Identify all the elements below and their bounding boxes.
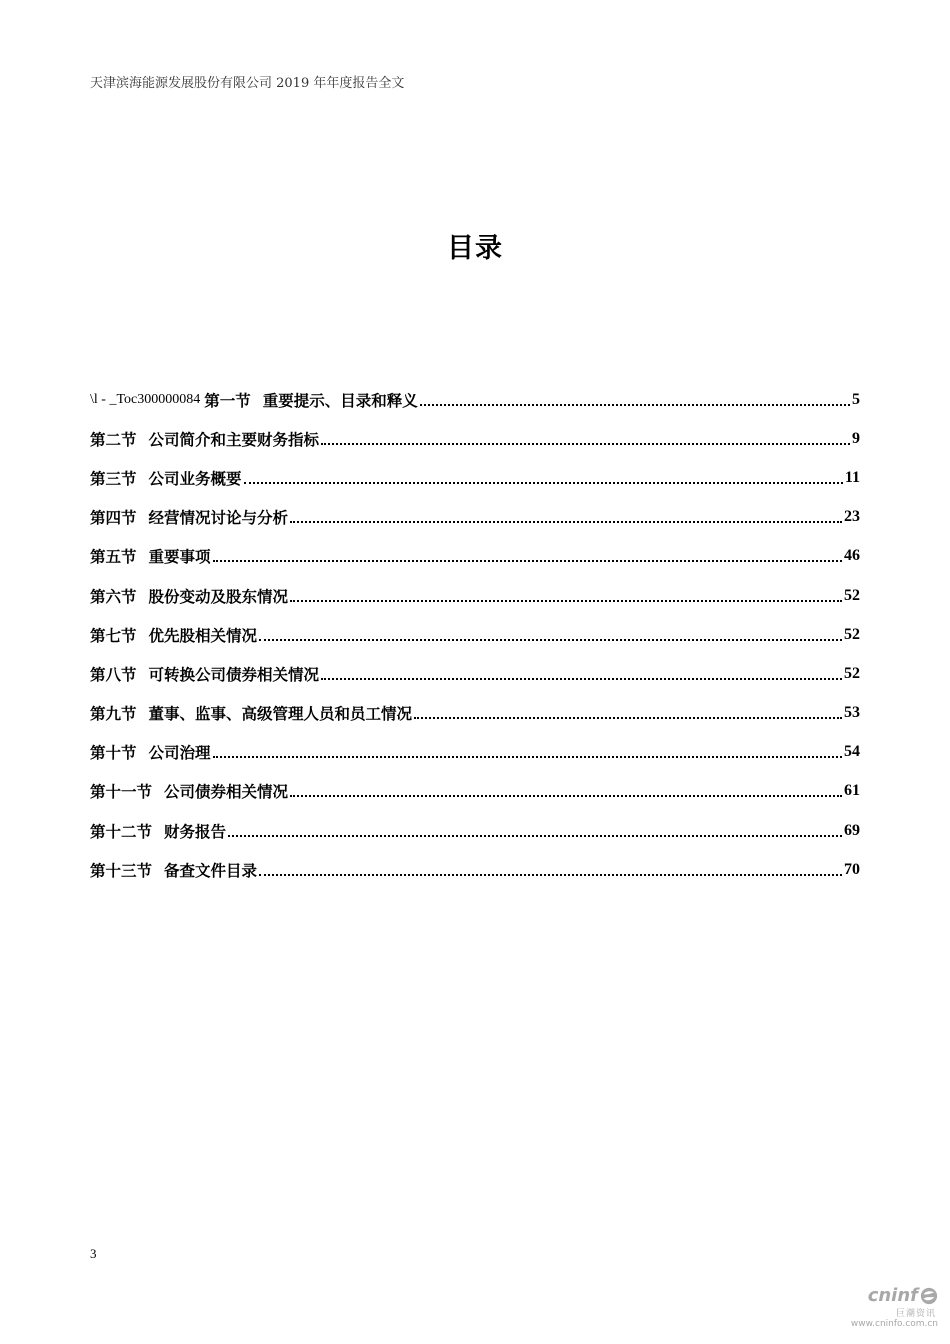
toc-dot-leader bbox=[321, 443, 850, 445]
toc-section-label: 第四节 bbox=[90, 509, 137, 528]
toc-section-label: 第十三节 bbox=[90, 861, 153, 880]
toc-section-title: 公司简介和主要财务指标 bbox=[148, 430, 320, 449]
toc-page-number: 69 bbox=[844, 821, 860, 839]
toc-title: 目录 bbox=[447, 233, 503, 264]
toc-section-title: 重要提示、目录和释义 bbox=[262, 391, 418, 410]
toc-dot-leader bbox=[213, 756, 842, 758]
toc-dot-leader bbox=[420, 404, 850, 406]
toc-section-title: 股份变动及股东情况 bbox=[148, 587, 289, 606]
toc-dot-leader bbox=[290, 600, 842, 602]
toc-section-title: 公司业务概要 bbox=[148, 469, 242, 488]
toc-section-title: 董事、监事、高级管理人员和员工情况 bbox=[148, 705, 413, 724]
toc-dot-leader bbox=[259, 639, 842, 641]
toc-entry[interactable] bbox=[90, 615, 860, 654]
toc-section-title: 公司治理 bbox=[148, 744, 211, 763]
page-number: 3 bbox=[90, 1246, 97, 1261]
toc-page-number: 11 bbox=[844, 468, 860, 486]
toc-page-number: 61 bbox=[844, 782, 860, 800]
toc-page-number: 54 bbox=[844, 743, 860, 761]
toc-section-title: 公司债券相关情况 bbox=[164, 783, 289, 802]
toc-dot-leader bbox=[259, 874, 842, 876]
cninfo-watermark bbox=[828, 1286, 938, 1336]
toc-section-label: 第一节 bbox=[204, 391, 251, 410]
toc-page-number: 52 bbox=[844, 586, 860, 604]
toc-dot-leader bbox=[321, 678, 842, 680]
toc-entry[interactable] bbox=[90, 733, 860, 772]
toc-section-title: 备查文件目录 bbox=[164, 861, 258, 880]
toc-dot-leader bbox=[290, 521, 842, 523]
toc-entry[interactable] bbox=[90, 498, 860, 537]
toc-section-label: 第十一节 bbox=[90, 783, 153, 802]
toc-page-number: 9 bbox=[852, 429, 860, 447]
toc-section-label: 第六节 bbox=[90, 587, 137, 606]
toc-section-title: 可转换公司债券相关情况 bbox=[148, 665, 320, 684]
running-header: 天津滨海能源发展股份有限公司 2019 年年度报告全文 bbox=[90, 76, 405, 91]
toc-entry[interactable] bbox=[90, 694, 860, 733]
toc-section-label: 第七节 bbox=[90, 626, 137, 645]
toc-section-label: 第十节 bbox=[90, 744, 137, 763]
toc-dot-leader bbox=[290, 795, 842, 797]
toc-dot-leader bbox=[213, 560, 842, 562]
toc-dot-leader bbox=[244, 482, 843, 484]
toc-entry[interactable] bbox=[90, 537, 860, 576]
toc-entry[interactable] bbox=[90, 772, 860, 811]
toc-list bbox=[90, 380, 860, 889]
toc-section-label: 第五节 bbox=[90, 548, 137, 567]
toc-entry[interactable] bbox=[90, 811, 860, 850]
watermark-cn-name: 巨潮资讯 bbox=[895, 1309, 936, 1319]
toc-page-number: 46 bbox=[844, 547, 860, 565]
toc-section-label: 第八节 bbox=[90, 665, 137, 684]
cninfo-logo-icon bbox=[920, 1287, 938, 1305]
watermark-logo bbox=[868, 1286, 938, 1306]
toc-section-title: 经营情况讨论与分析 bbox=[148, 509, 289, 528]
toc-entry[interactable] bbox=[90, 654, 860, 693]
toc-page-number: 52 bbox=[844, 664, 860, 682]
toc-entry[interactable] bbox=[90, 419, 860, 458]
toc-page-number: 70 bbox=[844, 860, 860, 878]
toc-section-title: 财务报告 bbox=[164, 822, 227, 841]
toc-page-number: 5 bbox=[852, 390, 860, 408]
toc-entry[interactable] bbox=[90, 576, 860, 615]
toc-dot-leader bbox=[414, 717, 842, 719]
toc-entry[interactable] bbox=[90, 458, 860, 497]
toc-entry[interactable] bbox=[90, 850, 860, 889]
toc-dot-leader bbox=[228, 835, 842, 837]
toc-page-number: 53 bbox=[844, 704, 860, 722]
toc-page-number: 52 bbox=[844, 625, 860, 643]
toc-section-label: 第九节 bbox=[90, 705, 137, 724]
watermark-logo-text: cninf bbox=[867, 1285, 918, 1306]
toc-section-title: 优先股相关情况 bbox=[148, 626, 258, 645]
toc-page-number: 23 bbox=[844, 508, 860, 526]
toc-section-label: 第十二节 bbox=[90, 822, 153, 841]
toc-field-code: \l - _Toc300000084 bbox=[90, 391, 201, 407]
toc-section-label: 第二节 bbox=[90, 430, 137, 449]
toc-section-label: 第三节 bbox=[90, 469, 137, 488]
toc-entry[interactable] bbox=[90, 380, 860, 419]
toc-section-title: 重要事项 bbox=[148, 548, 211, 567]
watermark-url: www.cninfo.com.cn bbox=[850, 1319, 938, 1329]
